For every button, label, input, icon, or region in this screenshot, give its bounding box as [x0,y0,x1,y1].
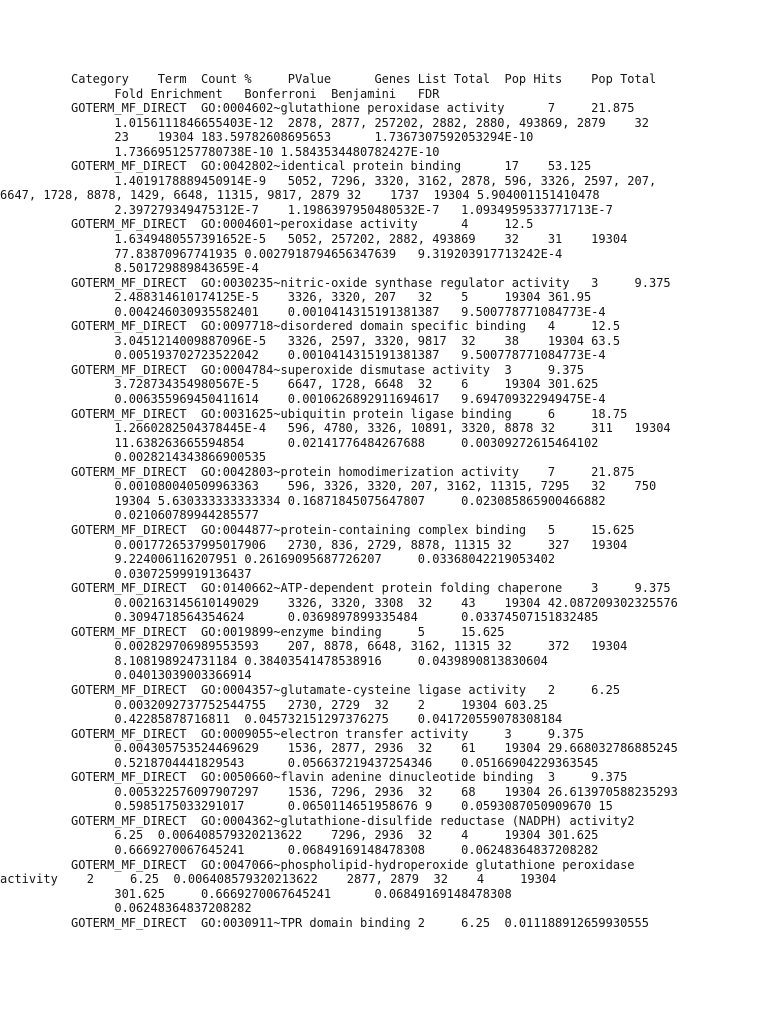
text-line: GOTERM_MF_DIRECT GO:0047066~phospholipid-hydroperoxide glutathione peroxidase [71,857,635,872]
text-line: 0.04013039003366914 [71,668,252,683]
text-line: 1.0156111846655403E-12 2878, 2877, 257202, 2882, 2880, 493869, 2879 32 [71,115,649,130]
text-line: 77.83870967741935 0.0027918794656347639 9.319203917713242E-4 [71,246,563,261]
text-line: GOTERM_MF_DIRECT GO:0097718~disordered domain specific binding 4 12.5 [71,319,621,334]
text-line: 1.2660282504378445E-4 596, 4780, 3326, 10891, 3320, 8878 32 311 19304 [71,421,671,436]
text-line: 0.03072599919136437 [71,566,252,581]
text-line: 11.638263665594854 0.02141776484267688 0.00309272615464102 [71,435,599,450]
text-line: GOTERM_MF_DIRECT GO:0019899~enzyme binding 5 15.625 [71,624,505,639]
text-line: 1.6349480557391652E-5 5052, 257202, 2882, 493869 32 31 19304 [71,232,628,247]
text-line: 19304 5.630333333333334 0.16871845075647807 0.023085865900466882 [71,493,606,508]
text-line: GOTERM_MF_DIRECT GO:0004601~peroxidase activity 4 12.5 [71,217,534,232]
text-line: GOTERM_MF_DIRECT GO:0042802~identical protein binding 17 53.125 [71,159,592,174]
text-line: 1.4019178889450914E-9 5052, 7296, 3320, 3162, 2878, 596, 3326, 2597, 207, [71,173,657,188]
text-line: 0.3094718564354624 0.0369897899335484 0.03374507151832485 [71,610,599,625]
text-line: 0.004305753524469629 1536, 2877, 2936 32 61 19304 29.668032786885245 [71,741,678,756]
text-line: 0.6669270067645241 0.06849169148478308 0.06248364837208282 [71,842,599,857]
text-line: GOTERM_MF_DIRECT GO:0031625~ubiquitin protein ligase binding 6 18.75 [71,406,628,421]
text-line: GOTERM_MF_DIRECT GO:0030235~nitric-oxide synthase regulator activity 3 9.375 [71,275,671,290]
text-line: 3.0451214009887096E-5 3326, 2597, 3320, 9817 32 38 19304 63.5 [71,333,621,348]
text-line: 8.108198924731184 0.38403541478538916 0.0439890813830604 [71,653,548,668]
text-line: 1.7366951257780738E-10 1.5843534480782427E-10 [71,144,440,159]
text-line: GOTERM_MF_DIRECT GO:0140662~ATP-dependent protein folding chaperone 3 9.375 [71,581,671,596]
text-line: 2.397279349475312E-7 1.1986397950480532E-7 1.0934959533771713E-7 [71,202,613,217]
text-line: 0.021060789944285577 [71,508,259,523]
text-line: 0.002829706989553593 207, 8878, 6648, 3162, 11315 32 372 19304 [71,639,628,654]
text-line: 0.002163145610149029 3326, 3320, 3308 32 43 19304 42.087209302325576 [71,595,678,610]
text-line: GOTERM_MF_DIRECT GO:0004602~glutathione peroxidase activity 7 21.875 [71,101,635,116]
text-line: 0.006355969450411614 0.0010626892911694617 9.694709322949475E-4 [71,392,606,407]
text-line: GOTERM_MF_DIRECT GO:0004357~glutamate-cysteine ligase activity 2 6.25 [71,682,621,697]
text-line: 0.5985175033291017 0.0650114651958676 9 0.0593087050909670 15 [71,799,613,814]
text-line: activity 2 6.25 0.006408579320213622 2877, 2879 32 4 19304 [0,872,557,887]
text-line: 0.5218704441829543 0.056637219437254346 0.05166904229363545 [71,755,599,770]
text-line: Category Term Count % PValue Genes List Total Pop Hits Pop Total [71,72,657,86]
text-line: 23 19304 183.59782608695653 1.7367307592053294E-10 [71,130,534,145]
text-line: 0.005322576097907297 1536, 7296, 2936 32 68 19304 26.613970588235293 [71,784,678,799]
text-line: 301.625 0.6669270067645241 0.06849169148478308 [71,886,512,901]
text-line: Fold Enrichment Bonferroni Benjamini FDR [71,86,440,101]
text-line: 9.224006116207951 0.26169095687726207 0.03368042219053402 [71,552,556,567]
text-line: 2.488314610174125E-5 3326, 3320, 207 32 5 19304 361.95 [71,290,592,305]
text-line: 8.501729889843659E-4 [71,261,259,276]
text-line: GOTERM_MF_DIRECT GO:0004784~superoxide dismutase activity 3 9.375 [71,362,584,377]
text-line: 0.0028214343866900535 [71,450,267,465]
text-line: 0.0017726537995017906 2730, 836, 2729, 8878, 11315 32 327 19304 [71,537,628,552]
text-line: 0.001080040509963363 596, 3326, 3320, 207, 3162, 11315, 7295 32 750 [71,479,657,494]
text-line: GOTERM_MF_DIRECT GO:0044877~protein-containing complex binding 5 15.625 [71,522,635,537]
text-line: GOTERM_MF_DIRECT GO:0042803~protein homodimerization activity 7 21.875 [71,464,635,479]
text-line: 0.0032092737752544755 2730, 2729 32 2 19304 603.25 [71,697,548,712]
text-line: GOTERM_MF_DIRECT GO:0009055~electron transfer activity 3 9.375 [71,726,584,741]
text-line: 0.004246030935582401 0.0010414315191381387 9.500778771084773E-4 [71,304,606,319]
text-line: 0.42285878716811 0.045732151297376275 0.041720559078308184 [71,712,563,727]
text-line: 3.728734354980567E-5 6647, 1728, 6648 32 6 19304 301.625 [71,377,599,392]
text-line: GOTERM_MF_DIRECT GO:0004362~glutathione-disulfide reductase (NADPH) activity2 [71,813,635,828]
text-line: 6.25 0.006408579320213622 7296, 2936 32 4 19304 301.625 [71,828,599,843]
text-line: 0.06248364837208282 [71,901,252,916]
text-line: 0.005193702723522042 0.0010414315191381387 9.500778771084773E-4 [71,348,606,363]
text-line: GOTERM_MF_DIRECT GO:0050660~flavin adenine dinucleotide binding 3 9.375 [71,770,628,785]
tab-separated-text-block [0,72,678,930]
text-line: 6647, 1728, 8878, 1429, 6648, 11315, 9817, 2879 32 1737 19304 5.904001151410478 [0,188,600,203]
text-line: GOTERM_MF_DIRECT GO:0030911~TPR domain binding 2 6.25 0.011188912659930555 [71,915,649,930]
